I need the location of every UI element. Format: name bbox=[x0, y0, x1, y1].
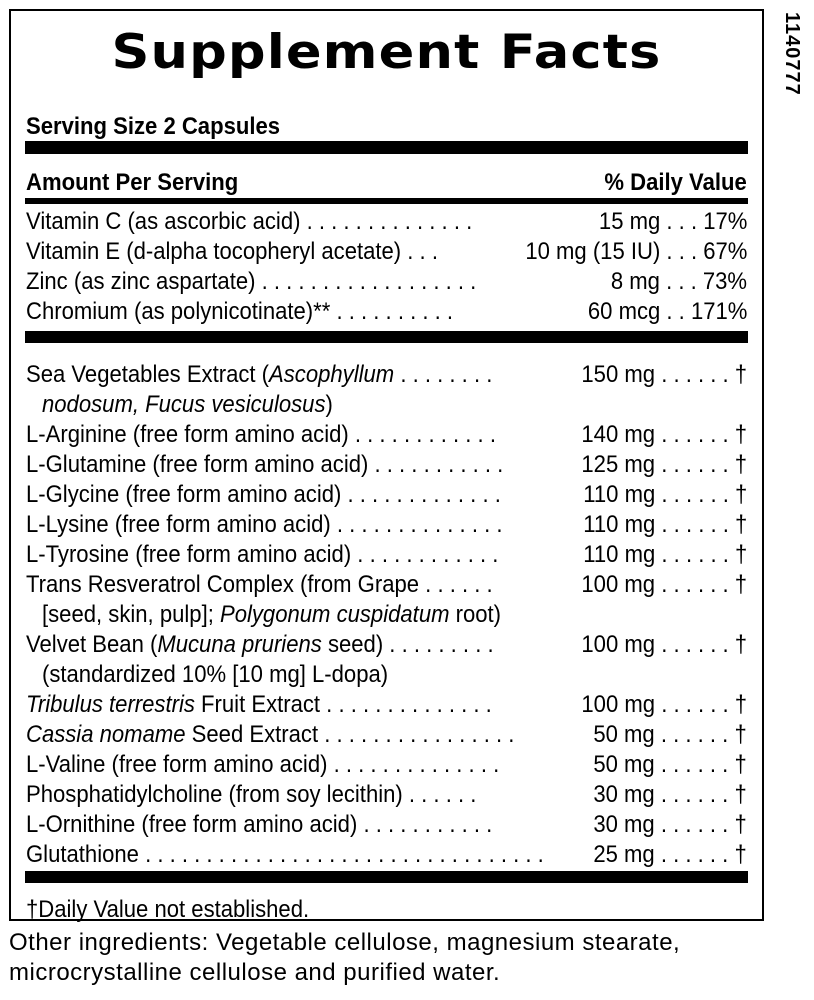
vitamin-name: Vitamin C (as ascorbic acid) . . . . . . . . . . . . . . bbox=[26, 208, 473, 235]
ingredient-continuation-row bbox=[26, 390, 747, 420]
ingredient-name bbox=[26, 570, 493, 600]
ingredient-amount: 100 mg . . . . . . † bbox=[581, 691, 747, 718]
ingredient-amount: 100 mg . . . . . . † bbox=[581, 571, 747, 598]
ingredient-name-text: L-Tyrosine (free form amino acid) . . . . . . . . . . . . bbox=[26, 541, 499, 568]
vitamin-amount: 15 mg . . . 17% bbox=[598, 208, 747, 235]
ingredient-amount: 110 mg . . . . . . † bbox=[582, 481, 747, 508]
ingredient-name-text: L-Lysine (free form amino acid) . . . . . . . . . . . . . . bbox=[26, 511, 503, 538]
other-ingredients: Other ingredients: Vegetable cellulose, magnesium stearate, microcrystalline cellulose and purified water. bbox=[9, 929, 681, 986]
ingredient-continuation-text: [seed, skin, pulp]; bbox=[42, 601, 220, 628]
ingredient-list bbox=[26, 360, 747, 870]
amount-per-serving-label: Amount Per Serving bbox=[26, 169, 239, 196]
ingredient-name-text: L-Glutamine (free form amino acid) . . . . . . . . . . . bbox=[26, 451, 504, 478]
ingredient-row bbox=[26, 840, 747, 870]
ingredient-amount: 50 mg . . . . . . † bbox=[593, 721, 747, 748]
ingredient-amount: 25 mg . . . . . . † bbox=[593, 841, 747, 868]
ingredient-amount: 100 mg . . . . . . † bbox=[581, 631, 747, 658]
ingredient-name-text: L-Arginine (free form amino acid) . . . . . . . . . . . . bbox=[26, 421, 496, 448]
vitamin-amount: 8 mg . . . 73% bbox=[610, 268, 747, 295]
ingredient-amount: 50 mg . . . . . . † bbox=[593, 751, 747, 778]
supplement-facts-panel bbox=[9, 9, 764, 921]
daily-value-footnote: †Daily Value not established. bbox=[26, 896, 310, 923]
ingredient-row bbox=[26, 420, 747, 450]
daily-value-label: % Daily Value bbox=[604, 169, 747, 196]
serving-size: Serving Size 2 Capsules bbox=[26, 113, 281, 140]
ingredient-name bbox=[26, 810, 492, 840]
vitamin-row bbox=[26, 207, 747, 237]
ingredient-amount: 30 mg . . . . . . † bbox=[593, 811, 747, 838]
ingredient-name-italic: Cassia nomame bbox=[26, 721, 186, 748]
lot-code-text: 1140777 bbox=[781, 12, 803, 96]
thick-divider bbox=[25, 141, 748, 154]
ingredient-row bbox=[26, 360, 747, 390]
ingredient-continuation-text: root) bbox=[449, 601, 502, 628]
vitamin-row bbox=[26, 297, 747, 327]
ingredient-row bbox=[26, 780, 747, 810]
ingredient-name-italic: Ascophyllum bbox=[269, 361, 395, 388]
ingredient-row bbox=[26, 480, 747, 510]
ingredient-amount: 150 mg . . . . . . † bbox=[581, 361, 747, 388]
ingredient-continuation bbox=[42, 600, 501, 630]
ingredient-row bbox=[26, 750, 747, 780]
ingredient-continuation-text: (standardized 10% [10 mg] L-dopa) bbox=[42, 661, 389, 688]
ingredient-name-italic: Tribulus terrestris bbox=[26, 691, 195, 718]
ingredient-amount: 110 mg . . . . . . † bbox=[582, 511, 747, 538]
ingredient-name-text: Sea Vegetables Extract ( bbox=[26, 361, 270, 388]
ingredient-name bbox=[26, 840, 544, 870]
ingredient-name bbox=[26, 360, 492, 390]
ingredient-continuation bbox=[42, 660, 388, 690]
vitamin-list bbox=[26, 207, 747, 327]
ingredient-continuation-row bbox=[26, 660, 747, 690]
ingredient-amount: 125 mg . . . . . . † bbox=[581, 451, 747, 478]
vitamin-name: Chromium (as polynicotinate)** . . . . . . . . . . bbox=[26, 298, 454, 325]
ingredient-name-text: . . . . . . . . bbox=[394, 361, 493, 388]
medium-divider bbox=[25, 198, 748, 204]
ingredient-name bbox=[26, 780, 476, 810]
ingredient-continuation-italic: nodosum, Fucus vesiculosus bbox=[42, 391, 326, 418]
thick-divider-3 bbox=[25, 871, 748, 883]
ingredient-row bbox=[26, 540, 747, 570]
vitamin-name: Vitamin E (d-alpha tocopheryl acetate) . . . bbox=[26, 238, 438, 265]
ingredient-name bbox=[26, 450, 503, 480]
ingredient-name bbox=[26, 720, 514, 750]
vitamin-row bbox=[26, 237, 747, 267]
lot-code bbox=[773, 12, 809, 112]
ingredient-row bbox=[26, 630, 747, 660]
ingredient-name bbox=[26, 690, 492, 720]
ingredient-amount: 30 mg . . . . . . † bbox=[593, 781, 747, 808]
ingredient-name-text: L-Valine (free form amino acid) . . . . . . . . . . . . . . bbox=[26, 751, 500, 778]
ingredient-name bbox=[26, 630, 494, 660]
ingredient-row bbox=[26, 450, 747, 480]
ingredient-row bbox=[26, 720, 747, 750]
ingredient-row bbox=[26, 690, 747, 720]
ingredient-name bbox=[26, 540, 498, 570]
ingredient-name-text: Seed Extract . . . . . . . . . . . . . . . . bbox=[185, 721, 515, 748]
vitamin-amount: 60 mcg . . 171% bbox=[587, 298, 747, 325]
ingredient-name-text: L-Ornithine (free form amino acid) . . . . . . . . . . . bbox=[26, 811, 493, 838]
ingredient-name-text: Velvet Bean ( bbox=[26, 631, 158, 658]
vitamin-row bbox=[26, 267, 747, 297]
thick-divider-2 bbox=[25, 331, 748, 343]
ingredient-row bbox=[26, 810, 747, 840]
ingredient-name-text: Phosphatidylcholine (from soy lecithin) . . . . . . bbox=[26, 781, 477, 808]
ingredient-continuation-row bbox=[26, 600, 747, 630]
ingredient-name bbox=[26, 750, 499, 780]
vitamin-amount: 10 mg (15 IU) . . . 67% bbox=[524, 238, 747, 265]
ingredient-row bbox=[26, 510, 747, 540]
panel-title: Supplement Facts bbox=[111, 25, 662, 80]
ingredient-row bbox=[26, 570, 747, 600]
amount-header-row bbox=[26, 169, 747, 199]
ingredient-name-text: seed) . . . . . . . . . bbox=[321, 631, 494, 658]
ingredient-name bbox=[26, 480, 501, 510]
ingredient-name bbox=[26, 510, 503, 540]
vitamin-name: Zinc (as zinc aspartate) . . . . . . . . . . . . . . . . . . bbox=[26, 268, 477, 295]
ingredient-name bbox=[26, 420, 496, 450]
ingredient-name-text: Fruit Extract . . . . . . . . . . . . . . bbox=[194, 691, 492, 718]
ingredient-name-text: Glutathione . . . . . . . . . . . . . . . . . . . . . . . . . . . . . . . . . bbox=[26, 841, 544, 868]
ingredient-amount: 110 mg . . . . . . † bbox=[582, 541, 747, 568]
ingredient-name-text: Trans Resveratrol Complex (from Grape . . . . . . bbox=[26, 571, 493, 598]
ingredient-amount: 140 mg . . . . . . † bbox=[581, 421, 747, 448]
ingredient-continuation-italic: Polygonum cuspidatum bbox=[219, 601, 450, 628]
ingredient-continuation bbox=[42, 390, 333, 420]
ingredient-name-italic: Mucuna pruriens bbox=[157, 631, 322, 658]
ingredient-continuation-text: ) bbox=[325, 391, 333, 418]
ingredient-name-text: L-Glycine (free form amino acid) . . . . . . . . . . . . . bbox=[26, 481, 501, 508]
